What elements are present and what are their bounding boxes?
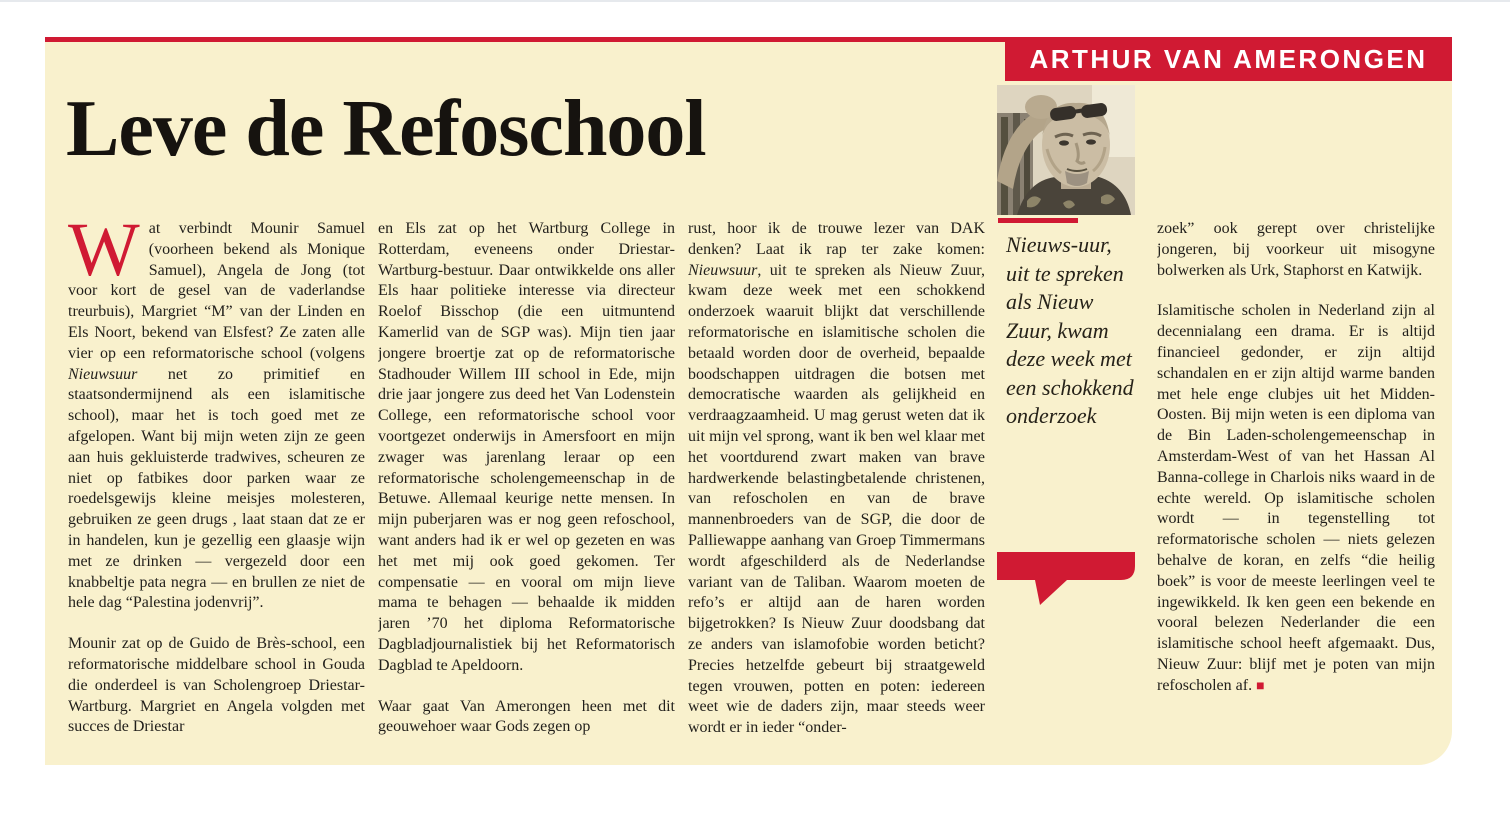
body-paragraph [1157,301,1435,697]
article-column-4 [1157,219,1435,764]
top-red-rule [45,37,1005,42]
photo-underline [998,218,1078,223]
author-photo [997,85,1135,215]
article-column-2 [378,219,675,764]
text-segment: Mounir zat op de Guido de Brès-school, een reformatorische middelbare school in Gouda die onderdeel is van Scholengroep Driestar-Wartburg. Margriet en Angela volgden met succes de Driestar [68,635,365,736]
article-title: Leve de Refoschool [66,85,706,173]
pull-quote: Nieuws-uur, uit te spreken als Nieuw Zuur, kwam deze week met een schokkend onderzoek [1006,232,1134,428]
end-mark-icon: ■ [1256,678,1265,694]
article-column-1 [68,219,365,764]
text-segment: net zo primitief en staatsondermijnend als een islamitische school), maar het is toch goed met ze afgelopen. Want bij mijn weten zijn ze geen aan huis gekluisterde tradwives, scheuren ze niet op fatbikes door parken waar ze roedelsgewijs kleine meisjes molesteren, gebruiken ze geen drugs , laat staan dat ze er in handelen, kun je gezellig een glaasje wijn met ze drinken — vergezeld door een knabbeltje pata negra — en brullen ze niet de hele dag “Palestina jodenvrij”. [68,365,365,612]
text-segment: rust, hoor ik de trouwe lezer van DAK denken? Laat ik rap ter zake komen: [688,220,985,258]
author-banner [1005,37,1452,81]
text-segment: zoek” ook gerept over christelijke jongeren, bij voorkeur uit misogyne bolwerken als Urk, Staphorst en Katwijk. [1157,220,1435,279]
body-paragraph [688,219,985,739]
text-segment: Islamitische scholen in Nederland zijn al decennialang een drama. Er is altijd financieel gedonder, er zijn altijd schandalen en er zijn altijd warme banden met hele enge clubjes uit het Midden-Oosten. Bij mijn weten is een diploma van de Bin Laden-scholengemeenschap in Amsterdam-West of van het Hassan Al Banna-college in Charlois niks waard in de echte wereld. Op islamitische scholen wordt — in tegenstelling tot reformatorische scholen — niets gelezen behalve de koran, en zelfs “die heilig boek” is voor de meeste leerlingen veel te ingewikkeld. Ik ken geen een bekende en vooral belezen Nederlander die een islamitische school heeft afgemaakt. Dus, Nieuw Zuur: blijf met je poten van mijn refoscholen af. [1157,302,1435,694]
text-segment: Nieuwsuur [688,261,758,279]
top-hairline [0,0,1510,2]
body-paragraph [68,634,365,738]
article-column-3 [688,219,985,764]
text-segment: Waar gaat Van Amerongen heen met dit geouwehoer waar Gods zegen op [378,697,675,736]
text-segment: , uit te spreken als Nieuw Zuur, kwam deze week met een schokkend onderzoek waaruit blijkt dat verschillende reformatorische en islamitische scholen die betaald worden door de overheid, bepaalde boodschappen uitdragen die botsen met democratische waarden als gelijkheid en verdraagzaamheid. U mag gerust weten dat ik uit mijn vel sprong, want ik ben wel klaar met het voortdurend zwart maken van brave hardwerkende belastingbetalende christenen, van refoscholen en van de brave mannenbroeders van de SGP, die door de Palliewappe aanhang van Groep Timmermans wordt afgeschilderd als de Nederlandse variant van de Taliban. Waarom moeten de refo’s er altijd aan de haren worden bijgetrokken? Is Nieuw Zuur doodsbang dat ze anders van islamofobie worden beticht? Precies hetzelfde gebeurt bij straatgeweld tegen vrouwen, potten en poten: iedereen weet wie de daders zijn, maar steeds weer wordt er in ieder “onder- [688,261,985,737]
body-paragraph [378,697,675,739]
drop-cap: W [68,219,140,292]
quote-bubble-icon [997,552,1135,608]
body-paragraph [378,219,675,677]
text-segment: en Els zat op het Wartburg College in Rotterdam, eveneens onder Driestar-Wartburg-bestuur. Daar ontwikkelde ons aller Els haar politieke interesse via directeur Roelof Bisschop (die een uitmuntend Kamerlid van de SGP was). Mijn tien jaar jongere broertje zat op de reformatorische Stadhouder Willem III school in Ede, mijn drie jaar jongere zus deed het Van Lodenstein College, een reformatorische school voor voortgezet onderwijs in Amersfoort en mijn zwager was jarenlang leraar op een reformatorische scholengemeenschap in de Betuwe. Allemaal keurige nette mensen. In mijn puberjaren was er nog geen refoschool, want anders had ik er wel op gezeten en was het met mij ook goed gekomen. Ter compensatie — en vooral om mijn lieve mama te behagen — behaalde ik midden jaren ’70 het diploma Reformatorische Dagbladjournalistiek bij het Reformatorisch Dagblad te Apeldoorn. [378,220,675,674]
body-paragraph [1157,219,1435,281]
author-banner-label: ARTHUR VAN AMERONGEN [1029,43,1428,74]
text-segment: Nieuwsuur [68,365,138,383]
text-segment: at verbindt Mounir Samuel (voorheen bekend als Monique Samuel), Angela de Jong (tot voor kort de gesel van de vaderlandse treurbuis), Margriet “M” van der Linden en Els Noort, bekend van Elsfest? Ze zaten alle vier op een reformatorische school (volgens [68,220,365,362]
body-paragraph [68,219,365,614]
author-portrait-illustration [997,85,1135,215]
